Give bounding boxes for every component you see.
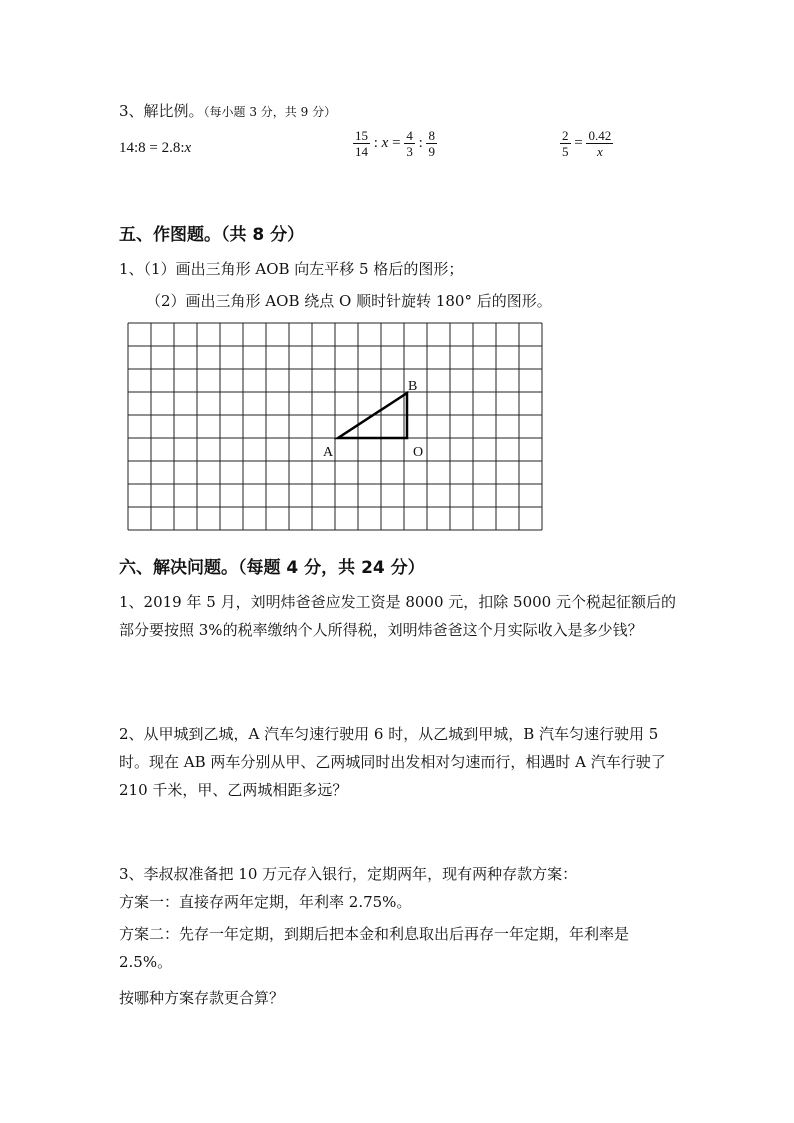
section5-question-1: 1、（1）画出三角形 AOB 向左平移 5 格后的图形； bbox=[119, 260, 464, 278]
problem-3-line-4: 按哪种方案存款更合算？ bbox=[119, 989, 285, 1007]
equation-3-frac-2 bbox=[586, 128, 613, 159]
problem-3-line-1: 3、李叔叔准备把 10 万元存入银行，定期两年，现有两种存款方案： bbox=[119, 865, 578, 883]
equation-2-colon-2: : bbox=[418, 134, 423, 151]
equation-2 bbox=[353, 128, 437, 159]
equation-3 bbox=[560, 128, 613, 159]
grid-lines bbox=[128, 323, 542, 530]
equation-2-colon-1: : bbox=[373, 134, 378, 151]
label-b: B bbox=[408, 379, 418, 394]
equation-2-frac-1 bbox=[353, 128, 370, 159]
equation-2-equals: = bbox=[392, 134, 401, 151]
equation-1-lhs: 14:8 = 2.8: bbox=[119, 140, 185, 156]
problem-3-line-3: 方案二：先存一年定期，到期后把本金和利息取出后再存一年定期，年利率是 2.5%。 bbox=[119, 925, 630, 971]
equation-3-frac-2-num: 0.42 bbox=[588, 128, 612, 143]
equation-2-frac-3 bbox=[426, 128, 437, 159]
problem-3-line-2: 方案一：直接存两年定期，年利率 2.75%。 bbox=[119, 893, 412, 911]
equation-2-frac-2-den: 3 bbox=[406, 144, 413, 159]
equation-3-equals: = bbox=[574, 134, 583, 151]
grid-figure bbox=[120, 315, 560, 541]
equation-2-frac-3-den: 9 bbox=[428, 144, 435, 159]
section3-title bbox=[119, 100, 336, 121]
label-o: O bbox=[413, 445, 424, 460]
section3-score: （每小题 3 分，共 9 分） bbox=[203, 105, 337, 119]
label-a: A bbox=[323, 445, 334, 460]
section3-title-text: 3、解比例。 bbox=[119, 102, 204, 120]
equation-2-frac-3-num: 8 bbox=[428, 128, 435, 143]
equation-2-frac-2-num: 4 bbox=[406, 128, 413, 143]
equation-1-var: x bbox=[184, 140, 192, 156]
section5-heading: 五、作图题。（共 8 分） bbox=[119, 225, 305, 245]
problem-2: 2、从甲城到乙城，A 汽车匀速行驶用 6 时，从乙城到甲城，B 汽车匀速行驶用 5 时。现在 AB 两车分别从甲、乙两城同时出发相对匀速而行，相遇时 A 汽车行驶了 210 千米，甲、乙两城相距多远？ bbox=[119, 725, 666, 799]
equation-3-frac-1-den: 5 bbox=[562, 144, 569, 159]
equation-2-var: x bbox=[381, 134, 389, 151]
section5-question-2: （2）画出三角形 AOB 绕点 O 顺时针旋转 180° 后的图形。 bbox=[146, 292, 552, 310]
equation-2-frac-1-den: 14 bbox=[355, 144, 368, 159]
equation-3-frac-1-num: 2 bbox=[562, 128, 569, 143]
equation-2-frac-1-num: 15 bbox=[355, 128, 368, 143]
section6-heading: 六、解决问题。（每题 4 分，共 24 分） bbox=[119, 558, 425, 578]
problem-1: 1、2019 年 5 月，刘明炜爸爸应发工资是 8000 元，扣除 5000 元个税起征额后的部分要按照 3%的税率缴纳个人所得税，刘明炜爸爸这个月实际收入是多少钱？ bbox=[119, 593, 676, 639]
equation-3-frac-1 bbox=[560, 128, 571, 159]
equation-3-frac-2-den: x bbox=[596, 144, 603, 159]
equation-2-frac-2 bbox=[404, 128, 415, 159]
equation-1 bbox=[119, 140, 191, 157]
